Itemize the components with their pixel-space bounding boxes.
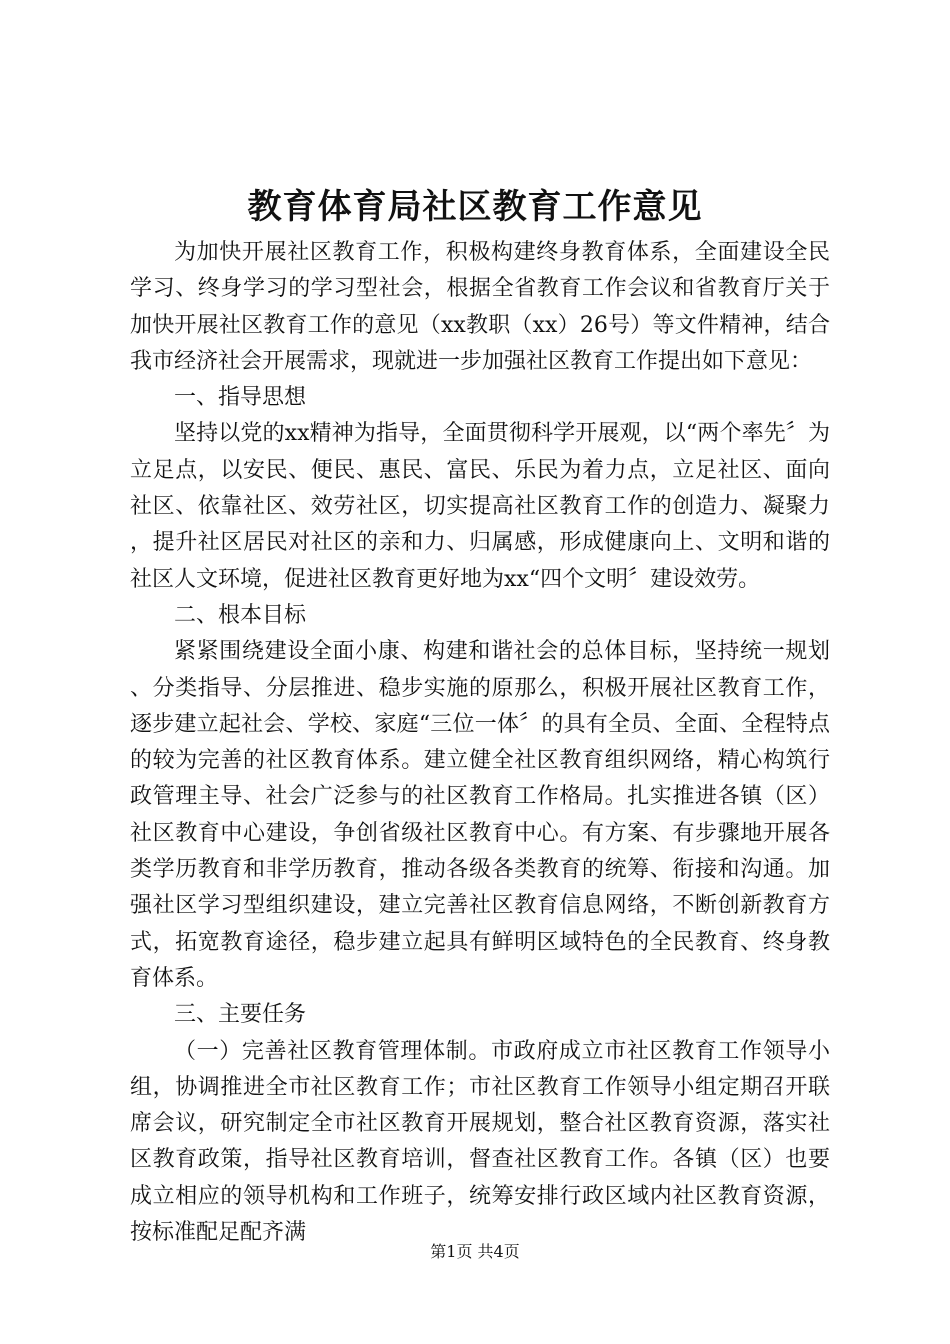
section-heading-main-tasks: 三、主要任务 [174, 1002, 307, 1028]
section-heading-basic-goals: 二、根本目标 [174, 602, 307, 628]
section-heading-guiding-ideology: 一、指导思想 [174, 385, 307, 411]
page-footer: 第1页 共4页 [430, 1242, 520, 1261]
intro-paragraph: 为加快开展社区教育工作，积极构建终身教育体系，全面建设全民学习、终身学习的学习型社会，根据全省教育工作会议和省教育厅关于加快开展社区教育工作的意见（xx教职（xx）26号）等文件精神，结合我市经济社会开展需求，现就进一步加强社区教育工作提出如下意见： [130, 240, 830, 374]
basic-goals-paragraph: 紧紧围绕建设全面小康、构建和谐社会的总体目标，坚持统一规划、分类指导、分层推进、稳步实施的原那么，积极开展社区教育工作，逐步建立起社会、学校、家庭“三位一体〞的具有全员、全面、全程特点的较为完善的社区教育体系。建立健全社区教育组织网络，精心构筑行政管理主导、社会广泛参与的社区教育工作格局。扎实推进各镇（区）社区教育中心建设，争创省级社区教育中心。有方案、有步骤地开展各类学历教育和非学历教育，推动各级各类教育的统筹、衔接和沟通。加强社区学习型组织建设，建立完善社区教育信息网络，不断创新教育方式，拓宽教育途径，稳步建立起具有鲜明区域特色的全民教育、终身教育体系。 [130, 639, 830, 991]
document-body [130, 235, 830, 1251]
main-tasks-paragraph-1: （一）完善社区教育管理体制。市政府成立市社区教育工作领导小组，协调推进全市社区教育工作；市社区教育工作领导小组定期召开联席会议，研究制定全市社区教育开展规划，整合社区教育资源，落实社区教育政策，指导社区教育培训，督查社区教育工作。各镇（区）也要成立相应的领导机构和工作班子，统筹安排行政区域内社区教育资源，按标准配足配齐满 [130, 1038, 830, 1246]
guiding-ideology-paragraph: 坚持以党的xx精神为指导，全面贯彻科学开展观，以“两个率先〞为立足点，以安民、便民、惠民、富民、乐民为着力点，立足社区、面向社区、依靠社区、效劳社区，切实提高社区教育工作的创造力、凝聚力，提升社区居民对社区的亲和力、归属感，形成健康向上、文明和谐的社区人文环境，促进社区教育更好地为xx“四个文明〞建设效劳。 [130, 421, 830, 592]
document-title: 教育体育局社区教育工作意见 [247, 187, 703, 227]
